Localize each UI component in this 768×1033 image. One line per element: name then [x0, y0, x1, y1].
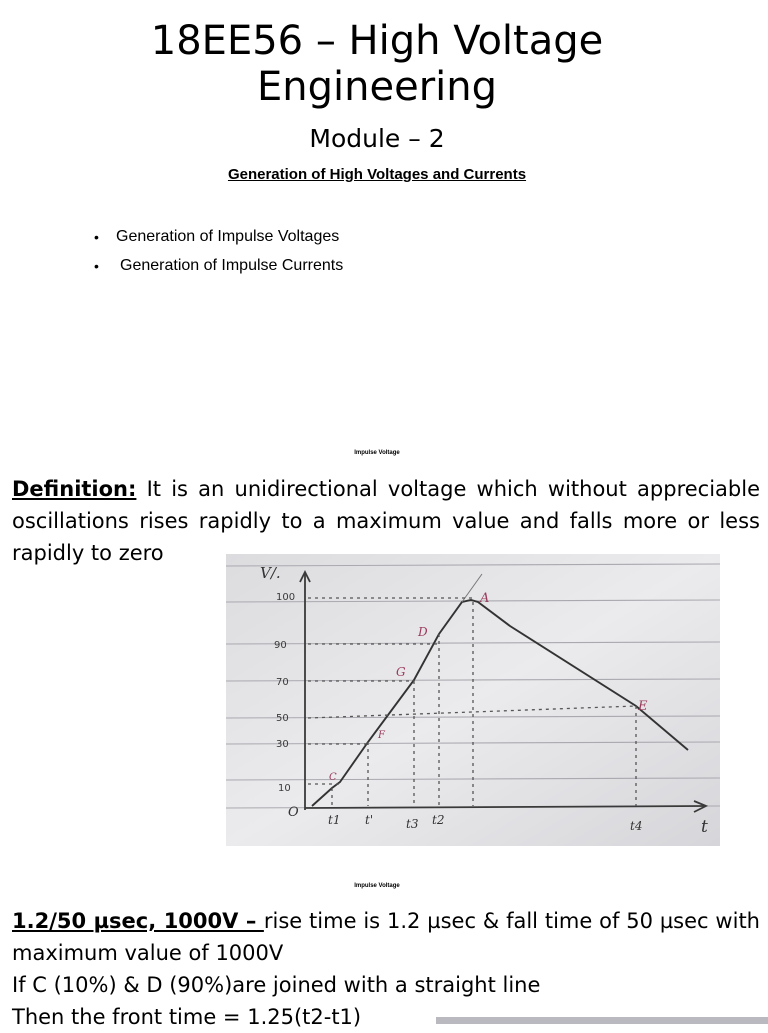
- spec-paragraph: [12, 905, 760, 969]
- list-item: [94, 251, 343, 280]
- point-label: D: [418, 625, 428, 639]
- topic-label: Generation of Impulse Currents: [120, 256, 344, 274]
- x-tick-label: t1: [328, 813, 341, 827]
- point-label: C: [329, 772, 337, 783]
- y-tick-label: 70: [276, 677, 289, 688]
- definition-text: It is an unidirectional voltage which without appreciable oscillations rises rapidly to a maximum value and falls more or less rapidly to zero: [12, 477, 760, 565]
- section-subtitle: Generation of High Voltages and Currents: [227, 166, 527, 183]
- x-tick-label: t4: [630, 819, 643, 833]
- page-title: 18EE56 – High Voltage: [150, 18, 604, 64]
- x-tick-label: t2: [432, 813, 445, 827]
- y-tick-label: 10: [278, 783, 291, 794]
- y-tick-label: 50: [276, 713, 289, 724]
- y-tick-label: 100: [276, 592, 296, 603]
- spec-line: If C (10%) & D (90%)are joined with a straight line: [12, 973, 541, 997]
- x-tick-label: t3: [406, 817, 419, 831]
- slide-caption: Impulse Voltage: [354, 883, 400, 889]
- x-axis-label: t: [701, 817, 708, 837]
- impulse-waveform-photo: [226, 554, 720, 846]
- page-title-line2: Engineering: [257, 64, 497, 110]
- x-tick-label: t': [365, 813, 374, 827]
- bullet-icon: •: [94, 257, 99, 274]
- bullet-icon: •: [94, 228, 99, 245]
- origin-label: O: [288, 805, 299, 820]
- point-label: A: [480, 591, 490, 606]
- y-tick-label: 30: [276, 739, 289, 750]
- y-axis-label: V/.: [260, 564, 281, 582]
- next-image-edge: [436, 1017, 768, 1024]
- y-tick-label: 90: [274, 640, 287, 651]
- list-item: [94, 222, 343, 251]
- point-label: F: [378, 730, 385, 741]
- slide-caption: Impulse Voltage: [354, 450, 400, 456]
- topic-label: Generation of Impulse Voltages: [116, 227, 340, 245]
- spec-text: rise time is 1.2 µsec & fall time of 50 µsec with maximum value of 1000V: [12, 909, 760, 965]
- definition-label: Definition:: [12, 477, 137, 501]
- point-label: G: [396, 665, 406, 679]
- waveform-sketch: [226, 554, 720, 846]
- module-heading: Module – 2: [309, 124, 445, 153]
- spec-line: Then the front time = 1.25(t2-t1): [12, 1005, 362, 1029]
- point-label: E: [638, 699, 648, 714]
- spec-label: 1.2/50 µsec, 1000V –: [12, 909, 264, 933]
- topic-list: [94, 222, 343, 280]
